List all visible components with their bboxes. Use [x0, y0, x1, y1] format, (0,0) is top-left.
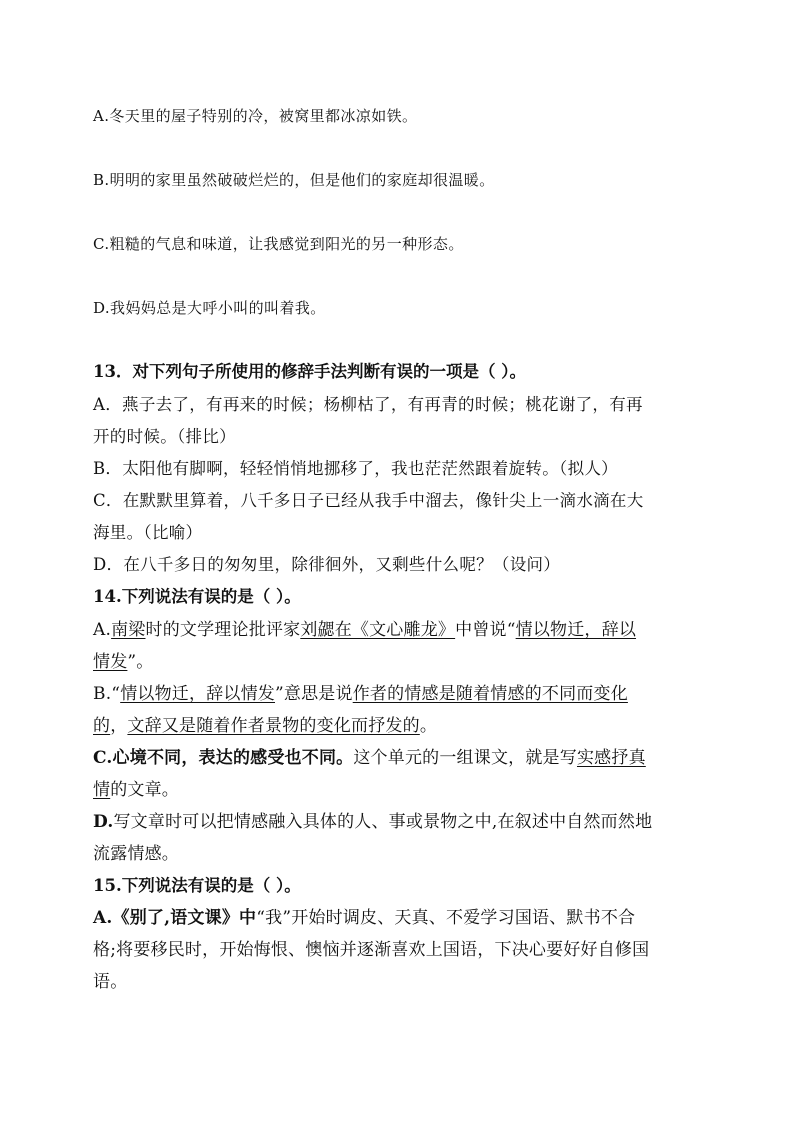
q15-option-a-line1 [93, 908, 635, 928]
q14-a-underline-quote2: 情发 [93, 652, 128, 672]
q14-a-text2: 中曾说“ [455, 620, 516, 640]
prev-option-c: C.粗糙的气息和味道，让我感觉到阳光的另一种形态。 [93, 235, 464, 253]
q13-option-a-line2: 开的时候。（排比） [93, 427, 236, 446]
q14-b-underline-meaning1: 作者的情感是随着情感的不同而变化 [352, 684, 628, 704]
q14-option-d-line1 [93, 812, 652, 832]
q14-title: 14.下列说法有误的是（ ）。 [93, 587, 301, 606]
q14-option-c-line1 [93, 748, 646, 768]
q14-option-a-line1 [93, 620, 636, 640]
q14-d-text: 写文章时可以把情感融入具体的人、事或景物之中,在叙述中自然而然地 [113, 812, 653, 832]
q14-b-comma: ， [110, 716, 128, 736]
q14-option-b-line2 [93, 716, 437, 736]
q13-option-d: D．在八千多日的匆匆里，除徘徊外，又剩些什么呢？（设问） [93, 555, 561, 574]
prev-option-d: D.我妈妈总是大呼小叫的叫着我。 [93, 299, 326, 317]
prev-option-a: A.冬天里的屋子特别的冷，被窝里都冰凉如铁。 [93, 107, 418, 125]
q14-b-end: 。 [419, 716, 438, 736]
q14-b-underline-meaning2: 的 [93, 716, 111, 736]
q15-option-a-line2: 格;将要移民时，开始悔恨、懊恼并逐渐喜欢上国语，下决心要好好自修国 [93, 940, 650, 960]
q14-c-end: 的文章。 [110, 780, 180, 800]
q14-c-bold: C.心境不同，表达的感受也不同。 [93, 748, 354, 768]
q15-a-text1: “我”开始时调皮、天真、不爱学习国语、默书不合 [256, 908, 636, 928]
q14-a-end: ”。 [127, 652, 154, 672]
q14-a-text: 时的文学理论批评家 [145, 620, 301, 640]
q14-a-label: A. [93, 620, 112, 640]
q14-b-text: ”意思是说 [275, 684, 353, 704]
q13-option-c-line2: 海里。（比喻） [93, 523, 203, 542]
q14-a-underline-nanliang: 南梁 [111, 620, 146, 640]
q15-a-bold: A.《别了,语文课》中 [93, 908, 257, 928]
q14-a-underline-liuxie: 刘勰在《文心雕龙》 [300, 620, 456, 640]
q14-option-a-line2 [93, 652, 154, 672]
q15-option-a-line3: 语。 [93, 972, 128, 992]
q14-d-label: D. [93, 812, 114, 832]
q14-b-underline-quote: 情以物迁，辞以情发 [120, 684, 275, 704]
q14-option-c-line2 [93, 780, 179, 800]
q14-option-b-line1 [93, 684, 628, 704]
q15-title: 15.下列说法有误的是（ ）。 [93, 876, 301, 895]
q14-c-text: 这个单元的一组课文，就是写 [353, 748, 577, 768]
q14-b-label: B.“ [93, 684, 121, 704]
q13-option-a-line1: A．燕子去了，有再来的时候；杨柳枯了，有再青的时候；桃花谢了，有再 [93, 395, 643, 414]
q13-option-b: B．太阳他有脚啊，轻轻悄悄地挪移了，我也茫茫然跟着旋转。（拟人） [93, 459, 618, 478]
document-page [93, 0, 703, 1123]
q14-a-underline-quote1: 情以物迁，辞以 [515, 620, 637, 640]
q14-option-d-line2: 流露情感。 [93, 844, 179, 864]
q14-b-underline-meaning3: 文辞又是随着作者景物的变化而抒发的 [127, 716, 420, 736]
prev-option-b: B.明明的家里虽然破破烂烂的，但是他们的家庭却很温暖。 [93, 171, 495, 189]
q13-title: 13．对下列句子所使用的修辞手法判断有误的一项是（ ）。 [93, 362, 526, 381]
q14-c-underline1: 实感抒真 [576, 748, 646, 768]
q14-c-underline2: 情 [93, 780, 111, 800]
q13-option-c-line1: C．在默默里算着，八千多日子已经从我手中溜去，像针尖上一滴水滴在大 [93, 491, 644, 510]
